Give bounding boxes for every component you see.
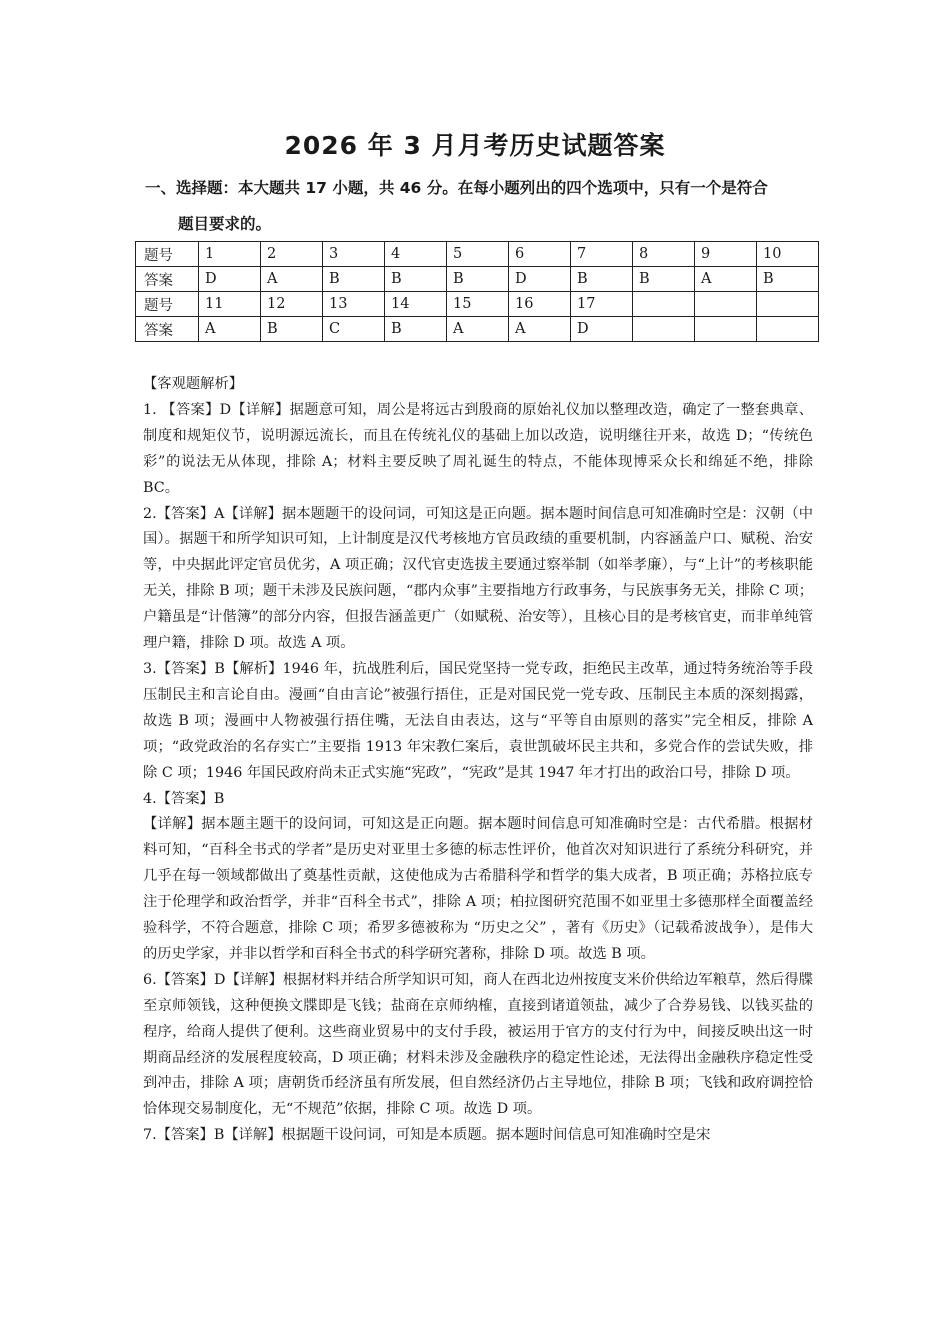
- analysis-item: 1. 【答案】D【详解】据题意可知，周公是将远古到殷商的原始礼仪加以整理改造，确定了一整套典章、制度和规矩仪节，说明源远流长，而且在传统礼仪的基础上加以改造，说明继往开来，故选 D；“传统色彩”的说法无从体现，排除 A；材料主要反映了周礼诞生的特点，不能体现博采众长和绵延不绝，排除 BC。: [143, 401, 813, 496]
- page-title: 2026 年 3 月月考历史试题答案: [284, 131, 666, 160]
- table-cell: B: [757, 267, 819, 292]
- table-cell: 4: [385, 242, 447, 267]
- table-cell: 11: [199, 292, 261, 317]
- table-cell: 5: [447, 242, 509, 267]
- table-cell: 16: [509, 292, 571, 317]
- table-cell: [757, 292, 819, 317]
- table-row: [136, 267, 819, 292]
- analysis-item: 2.【答案】A【详解】据本题题干的设问词，可知这是正向题。据本题时间信息可知准确时空是：汉朝（中国）。据题干和所学知识可知，上计制度是汉代考核地方官员政绩的重要机制，内容涵盖户口、赋税、治安等，中央据此评定官员优劣，A 项正确；汉代官吏选拔主要通过察举制（如举孝廉），与“上计”的考核职能无关，排除 B 项；题干未涉及民族问题，“郡内众事”主要指地方行政事务，与民族事务无关，排除 C 项；户籍虽是“计偕簿”的部分内容，但报告涵盖更广（如赋税、治安等），且核心目的是考核官吏，而非单纯管理户籍，排除 D 项。故选 A 项。: [143, 505, 813, 652]
- analysis-heading: 【客观题解析】: [143, 376, 244, 392]
- table-cell: D: [199, 267, 261, 292]
- table-cell: A: [199, 317, 261, 342]
- analysis-item: 6.【答案】D【详解】根据材料并结合所学知识可知，商人在西北边州按度支米价供给边军粮草，然后得牒至京师领钱，这种便换文牒即是飞钱；盐商在京师纳榷，直接到诸道领盐，减少了合券易钱、以钱买盐的程序，给商人提供了便利。这些商业贸易中的支付手段，被运用于官方的支付行为中，间接反映出这一时期商品经济的发展程度较高，D 项正确；材料未涉及金融秩序的稳定性论述，无法得出金融秩序稳定性受到冲击，排除 A 项；唐朝货币经济虽有所发展，但自然经济仍占主导地位，排除 B 项；飞钱和政府调控恰恰体现交易制度化，无“不规范”依据，排除 C 项。故选 D 项。: [143, 971, 813, 1118]
- table-cell: 题号: [136, 292, 199, 317]
- answer-table: [135, 241, 819, 342]
- analysis-section: [143, 372, 813, 1149]
- table-cell: 13: [323, 292, 385, 317]
- table-cell: [633, 317, 695, 342]
- table-cell: 6: [509, 242, 571, 267]
- table-cell: B: [323, 267, 385, 292]
- table-cell: A: [695, 267, 757, 292]
- table-cell: 答案: [136, 267, 199, 292]
- table-cell: [757, 317, 819, 342]
- section-heading-line1: 一、选择题：本大题共 17 小题，共 46 分。在每小题列出的四个选项中，只有一个是符合: [145, 179, 768, 197]
- analysis-item: 3.【答案】B【解析】1946 年，抗战胜利后，国民党坚持一党专政，拒绝民主改革，通过特务统治等手段压制民主和言论自由。漫画“自由言论”被强行捂住，正是对国民党一党专政、压制民主本质的深刻揭露，故选 B 项；漫画中人物被强行捂住嘴，无法自由表达，这与“平等自由原则的落实”完全相反，排除 A 项；“政党政治的名存实亡”主要指 1913 年宋教仁案后，袁世凯破坏民主共和，多党合作的尝试失败，排除 C 项；1946 年国民政府尚未正式实施“宪政”，“宪政”是其 1947 年才打出的政治口号，排除 D 项。: [143, 660, 813, 781]
- table-cell: [695, 292, 757, 317]
- table-cell: 10: [757, 242, 819, 267]
- table-row: [136, 292, 819, 317]
- table-cell: 题号: [136, 242, 199, 267]
- table-cell: B: [447, 267, 509, 292]
- table-cell: 答案: [136, 317, 199, 342]
- table-cell: A: [447, 317, 509, 342]
- table-cell: 12: [261, 292, 323, 317]
- table-cell: B: [385, 267, 447, 292]
- table-cell: 1: [199, 242, 261, 267]
- table-cell: D: [509, 267, 571, 292]
- table-cell: B: [385, 317, 447, 342]
- section-heading-line2: 题目要求的。: [178, 215, 272, 233]
- table-cell: A: [261, 267, 323, 292]
- table-cell: B: [261, 317, 323, 342]
- table-cell: 3: [323, 242, 385, 267]
- analysis-item: 4.【答案】B: [143, 790, 225, 807]
- table-cell: C: [323, 317, 385, 342]
- table-cell: 14: [385, 292, 447, 317]
- analysis-item: 7.【答案】B【详解】根据题干设问词，可知是本质题。据本题时间信息可知准确时空是宋: [143, 1127, 711, 1144]
- table-cell: A: [509, 317, 571, 342]
- table-cell: 15: [447, 292, 509, 317]
- table-cell: 9: [695, 242, 757, 267]
- table-cell: 2: [261, 242, 323, 267]
- table-cell: [695, 317, 757, 342]
- table-cell: [633, 292, 695, 317]
- table-cell: D: [571, 317, 633, 342]
- table-cell: B: [633, 267, 695, 292]
- analysis-item: 【详解】据本题主题干的设问词，可知这是正向题。据本题时间信息可知准确时空是：古代希腊。根据材料可知，“百科全书式的学者”是历史对亚里士多德的标志性评价，他首次对知识进行了系统分科研究，并几乎在每一领域都做出了奠基性贡献，这使他成为古希腊科学和哲学的集大成者，B 项正确；苏格拉底专注于伦理学和政治哲学，并非“百科全书式”，排除 A 项；柏拉图研究范围不如亚里士多德那样全面覆盖经验科学，不符合题意，排除 C 项；希罗多德被称为 “历史之父” ，著有《历史》（记载希波战争），是伟大的历史学家，并非以哲学和百科全书式的科学研究著称，排除 D 项。故选 B 项。: [143, 816, 813, 962]
- table-cell: B: [571, 267, 633, 292]
- table-cell: 17: [571, 292, 633, 317]
- table-cell: 8: [633, 242, 695, 267]
- table-row: [136, 317, 819, 342]
- table-cell: 7: [571, 242, 633, 267]
- table-row: [136, 242, 819, 267]
